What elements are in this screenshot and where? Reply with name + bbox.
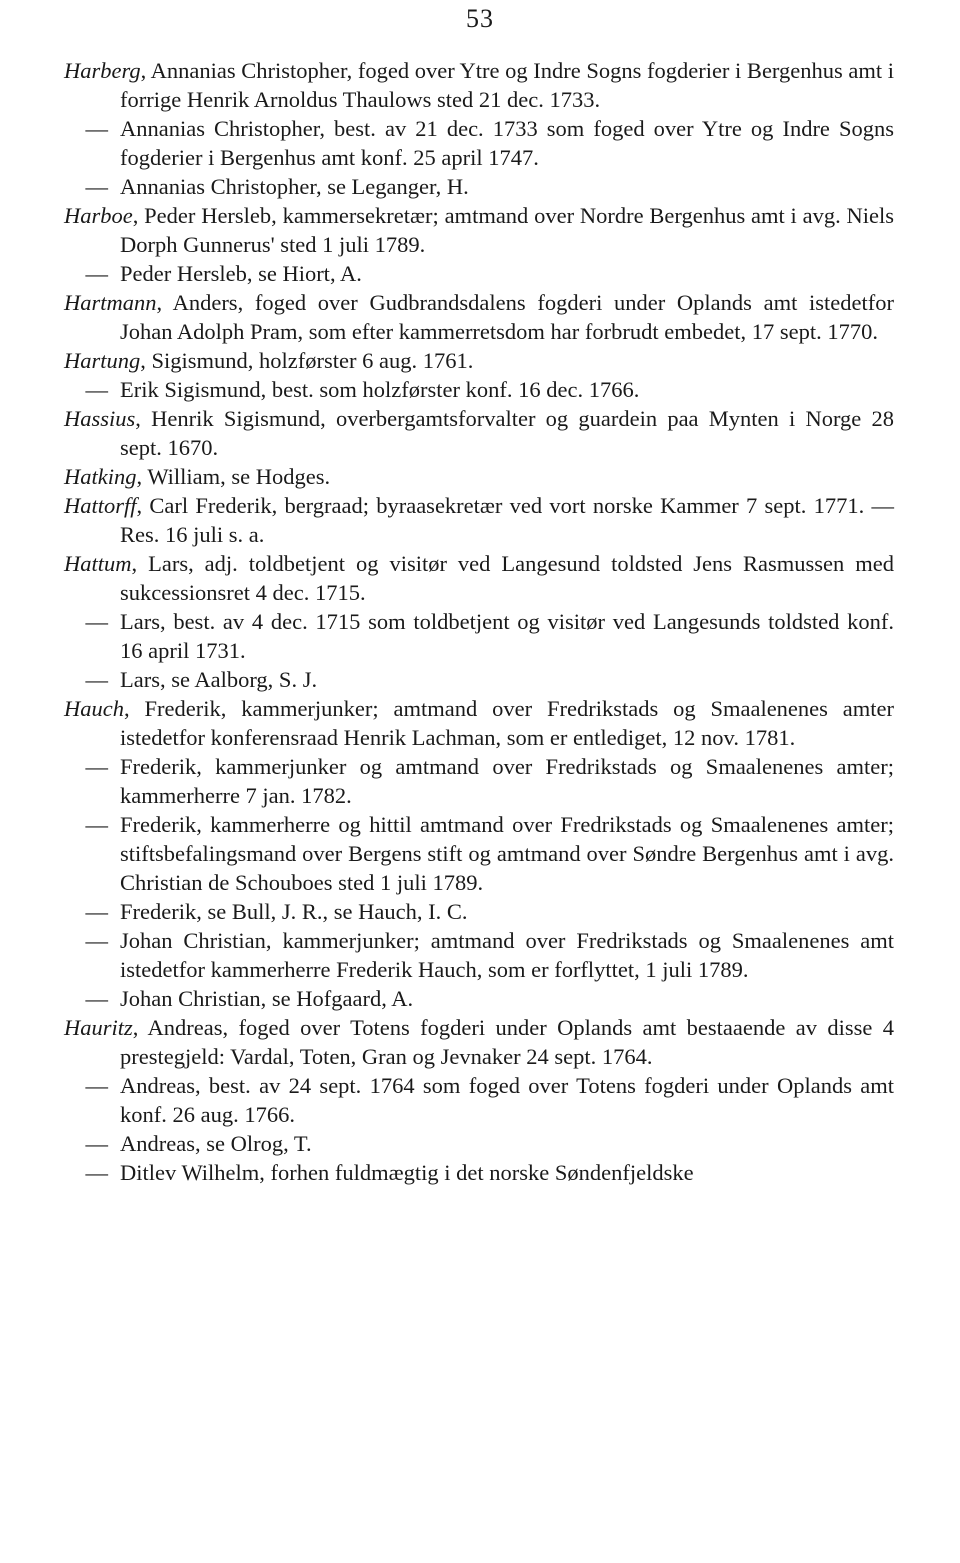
repeat-dash: — bbox=[85, 928, 108, 953]
entry-separator: , bbox=[124, 696, 130, 721]
entry-text: Henrik Sigismund, overbergamtsforvalter og guardein paa Mynten i Norge 28 sept. 1670. bbox=[120, 406, 894, 460]
repeat-dash: — bbox=[85, 812, 108, 837]
register-entry bbox=[64, 752, 894, 810]
entry-text: Annanias Christopher, se Leganger, H. bbox=[120, 174, 469, 199]
register-entry bbox=[64, 665, 894, 694]
entry-surname: Hauch bbox=[64, 696, 124, 721]
entry-separator: , bbox=[136, 464, 143, 489]
entry-separator: , bbox=[132, 1015, 139, 1040]
repeat-dash: — bbox=[85, 261, 108, 286]
entry-text: Annanias Christopher, foged over Ytre og Indre Sogns fogderier i Bergenhus amt i forrige Henrik Arnoldus Thaulows sted 21 dec. 1733. bbox=[120, 58, 894, 112]
repeat-dash: — bbox=[85, 1160, 108, 1185]
register-entry bbox=[64, 897, 894, 926]
register-entry bbox=[64, 810, 894, 897]
entry-text: Frederik, kammerjunker og amtmand over Fredrikstads og Smaalenenes amter; kammerherre 7 jan. 1782. bbox=[120, 754, 894, 808]
entry-separator: , bbox=[136, 493, 143, 518]
entry-surname: Hassius bbox=[64, 406, 136, 431]
register-entry bbox=[64, 1129, 894, 1158]
register-entry bbox=[64, 114, 894, 172]
entry-text: Carl Frederik, bergraad; byraasekretær ved vort norske Kammer 7 sept. 1771. — Res. 16 juli s. a. bbox=[120, 493, 894, 547]
repeat-dash: — bbox=[85, 609, 108, 634]
entry-separator: , bbox=[140, 348, 146, 373]
repeat-dash: — bbox=[85, 754, 108, 779]
register-entry bbox=[64, 56, 894, 114]
register-entry bbox=[64, 201, 894, 259]
entry-text: Erik Sigismund, best. som holzførster konf. 16 dec. 1766. bbox=[120, 377, 640, 402]
entry-separator: , bbox=[135, 406, 141, 431]
repeat-dash: — bbox=[85, 1073, 108, 1098]
repeat-dash: — bbox=[85, 377, 108, 402]
repeat-dash: — bbox=[85, 1131, 108, 1156]
register-entry bbox=[64, 288, 894, 346]
entry-surname: Hattorff bbox=[64, 493, 137, 518]
entry-text: Frederik, kammerjunker; amtmand over Fredrikstads og Smaalenenes amter istedetfor konferensraad Henrik Lachman, som er entlediget, 12 nov. 1781. bbox=[120, 696, 894, 750]
register-entry bbox=[64, 172, 894, 201]
register-entry bbox=[64, 549, 894, 607]
repeat-dash: — bbox=[85, 899, 108, 924]
entry-text: Andreas, best. av 24 sept. 1764 som foged over Totens fogderi under Oplands amt konf. 26 aug. 1766. bbox=[120, 1073, 894, 1127]
entry-surname: Hartung bbox=[64, 348, 141, 373]
register-entries bbox=[64, 56, 894, 1187]
entry-text: Andreas, se Olrog, T. bbox=[120, 1131, 312, 1156]
entry-text: William, se Hodges. bbox=[142, 464, 331, 489]
register-entry bbox=[64, 462, 894, 491]
register-entry bbox=[64, 346, 894, 375]
entry-text: Andreas, foged over Totens fogderi under Oplands amt bestaaende av disse 4 prestegjeld: Vardal, Toten, Gran og Jevnaker 24 sept. 1764. bbox=[120, 1015, 894, 1069]
entry-surname: Hatking bbox=[64, 464, 137, 489]
entry-surname: Hattum bbox=[64, 551, 132, 576]
entry-text: Lars, se Aalborg, S. J. bbox=[120, 667, 318, 692]
entry-text: Frederik, se Bull, J. R., se Hauch, I. C. bbox=[120, 899, 468, 924]
entry-text: Johan Christian, kammerjunker; amtmand over Fredrikstads og Smaalenenes amt istedetfor kammerherre Frederik Hauch, som er forflyttet, 1 juli 1789. bbox=[120, 928, 894, 982]
entry-surname: Harberg bbox=[64, 58, 141, 83]
register-entry bbox=[64, 1071, 894, 1129]
register-entry bbox=[64, 607, 894, 665]
repeat-dash: — bbox=[85, 116, 108, 141]
entry-separator: , bbox=[132, 203, 139, 228]
entry-text: Lars, best. av 4 dec. 1715 som toldbetjent og visitør ved Langesunds toldsted konf. 16 april 1731. bbox=[120, 609, 894, 663]
entry-separator: , bbox=[131, 551, 138, 576]
register-entry bbox=[64, 491, 894, 549]
page-number: 53 bbox=[466, 4, 494, 33]
register-entry bbox=[64, 1158, 894, 1187]
repeat-dash: — bbox=[85, 174, 108, 199]
repeat-dash: — bbox=[85, 667, 108, 692]
entry-text: Frederik, kammerherre og hittil amtmand over Fredrikstads og Smaalenenes amter; stiftsbefalingsmand over Bergens stift og amtmand over Søndre Bergenhus amt i avg. Christian de Schouboes sted 1 juli 1789. bbox=[120, 812, 894, 895]
entry-separator: , bbox=[156, 290, 163, 315]
entry-text: Anders, foged over Gudbrandsdalens fogderi under Oplands amt istedetfor Johan Adolph Pram, som efter kammerretsdom har forbrudt embedet, 17 sept. 1770. bbox=[120, 290, 894, 344]
entry-text: Johan Christian, se Hofgaard, A. bbox=[120, 986, 414, 1011]
register-entry bbox=[64, 404, 894, 462]
register-entry bbox=[64, 375, 894, 404]
entry-text: Peder Hersleb, se Hiort, A. bbox=[120, 261, 362, 286]
register-entry bbox=[64, 926, 894, 984]
entry-text: Ditlev Wilhelm, forhen fuldmægtig i det norske Søndenfjeldske bbox=[120, 1160, 694, 1185]
entry-text: Annanias Christopher, best. av 21 dec. 1733 som foged over Ytre og Indre Sogns fogderier i Bergenhus amt konf. 25 april 1747. bbox=[120, 116, 894, 170]
register-entry bbox=[64, 984, 894, 1013]
entry-surname: Hartmann bbox=[64, 290, 157, 315]
repeat-dash: — bbox=[85, 986, 108, 1011]
entry-text: Sigismund, holzførster 6 aug. 1761. bbox=[145, 348, 474, 373]
entry-separator: , bbox=[140, 58, 147, 83]
register-entry bbox=[64, 694, 894, 752]
entry-surname: Harboe bbox=[64, 203, 133, 228]
entry-text: Lars, adj. toldbetjent og visitør ved Langesund toldsted Jens Rasmussen med sukcessionsret 4 dec. 1715. bbox=[120, 551, 894, 605]
register-entry bbox=[64, 1013, 894, 1071]
register-entry bbox=[64, 259, 894, 288]
entry-surname: Hauritz bbox=[64, 1015, 133, 1040]
entry-text: Peder Hersleb, kammersekretær; amtmand over Nordre Bergenhus amt i avg. Niels Dorph Gunnerus' sted 1 juli 1789. bbox=[120, 203, 894, 257]
